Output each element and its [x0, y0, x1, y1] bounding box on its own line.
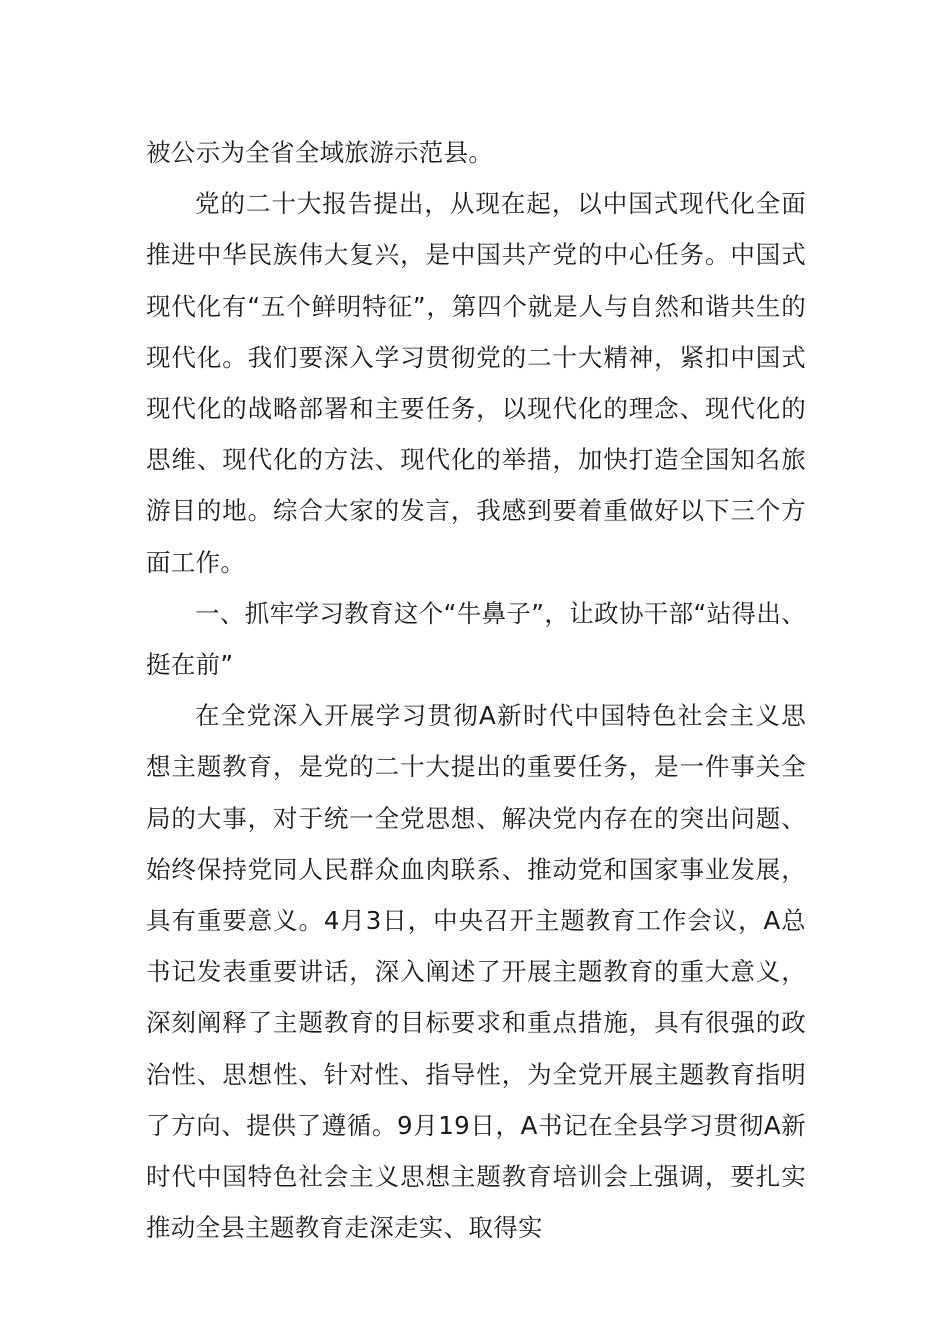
paragraph-2: 党的二十大报告提出，从现在起，以中国式现代化全面推进中华民族伟大复兴，是中国共产党的中心任务。中国式现代化有“五个鲜明特征”，第四个就是人与自然和谐共生的现代化。我们要深入学习贯彻党的二十大精神，紧扣中国式现代化的战略部署和主要任务，以现代化的理念、现代化的思维、现代化的方法、现代化的举措，加快打造全国知名旅游目的地。综合大家的发言，我感到要着重做好以下三个方面工作。: [146, 189, 806, 577]
body-text: [146, 127, 806, 1253]
paragraph-1: 被公示为全省全域旅游示范县。: [146, 138, 494, 167]
section-heading-1: 一、抓牢学习教育这个“牛鼻子”，让政协干部“站得出、挺在前”: [146, 598, 806, 680]
paragraph-3: 在全党深入开展学习贯彻A新时代中国特色社会主义思想主题教育，是党的二十大提出的重要任务，是一件事关全局的大事，对于统一全党思想、解决党内存在的突出问题、始终保持党同人民群众血肉联系、推动党和国家事业发展，具有重要意义。4月3日，中央召开主题教育工作会议，A总书记发表重要讲话，深入阐述了开展主题教育的重大意义，深刻阐释了主题教育的目标要求和重点措施，具有很强的政治性、思想性、针对性、指导性，为全党开展主题教育指明了方向、提供了遵循。9月19日，A书记在全县学习贯彻A新时代中国特色社会主义思想主题教育培训会上强调，要扎实推动全县主题教育走深走实、取得实: [146, 701, 806, 1243]
